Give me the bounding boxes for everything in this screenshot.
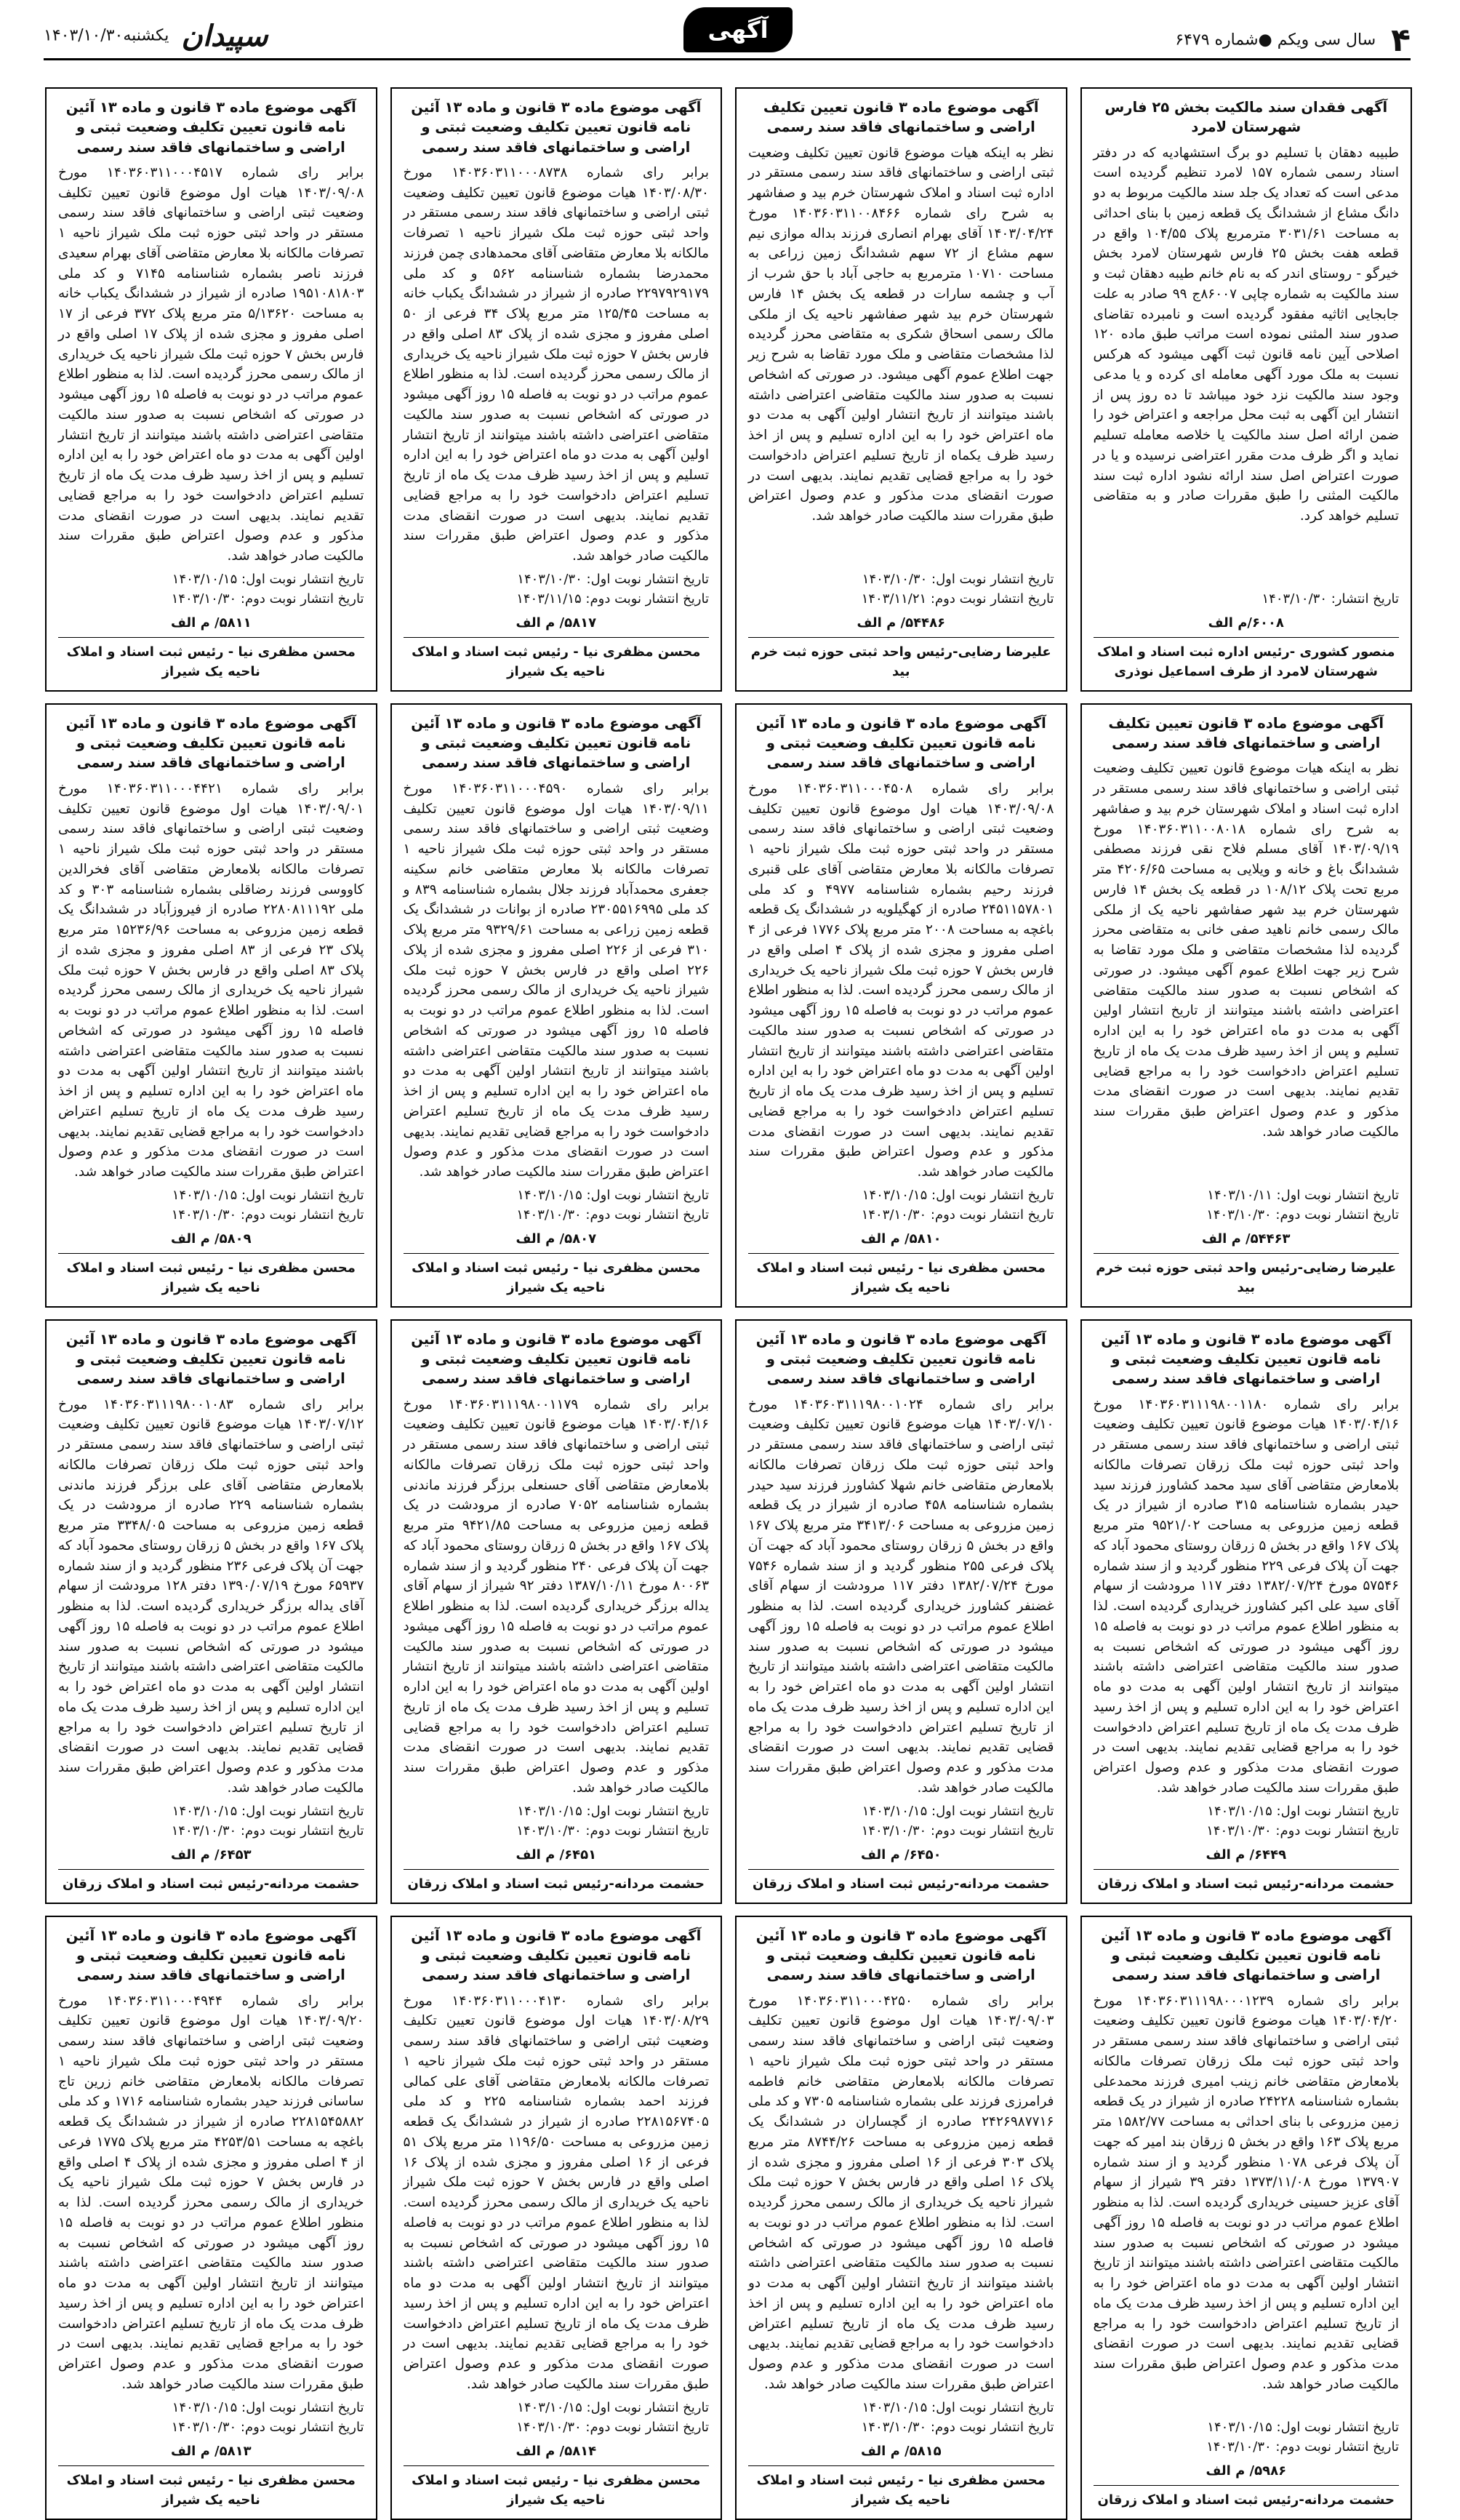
publication-date: تاریخ انتشار نوبت دوم: ۱۴۰۳/۱۰/۳۰	[1206, 1207, 1399, 1223]
ad-notice	[390, 87, 723, 692]
ad-dates	[58, 2398, 364, 2437]
ad-code: ۵۸۱۳/ م الف	[170, 2443, 252, 2459]
page-number: ۴	[1391, 22, 1411, 59]
ad-body: برابر رای شماره ۱۴۰۳۶۰۳۱۱۰۰۰۸۷۳۸ مورخ ۱۴۰۳/۰۸/۳۰ هیات موضوع قانون تعیین تکلیف وضعیت ثبتی اراضی و ساختمانهای فاقد سند رسمی مستقر در واحد ثبتی حوزه ثبت ملک شیراز ناحیه ۱ تصرفات مالکانه بلا معارض متقاضی آقای محمدهادی چمن فرزند محمدرضا بشماره شناسنامه ۵۶۲ و کد ملی ۲۲۹۷۹۲۹۱۷۹ صادره از شیراز در ششدانگ یکباب خانه به مساحت ۱۲۵/۴۵ متر مربع پلاک ۳۴ فرعی از ۵۰ اصلی مفروز و مجزی شده از پلاک ۸۳ اصلی واقع در فارس بخش ۷ حوزه ثبت ملک شیراز ناحیه یک خریداری از مالک رسمی محرز گردیده است. لذا به منظور اطلاع عموم مراتب در دو نوبت به فاصله ۱۵ روز آگهی میشود در صورتی که اشخاص نسبت به صدور سند مالکیت متقاضی اعتراضی داشته باشند میتوانند از تاریخ انتشار اولین آگهی به مدت دو ماه اعتراض خود را به این اداره تسلیم و پس از اخذ رسید ظرف مدت یک ماه از تاریخ تسلیم اعتراض دادخواست خود را به مراجع قضایی تقدیم نمایند. بدیهی است در صورت انقضای مدت مذکور و عدم وصول اعتراض طبق مقررات سند مالکیت صادر خواهد شد.	[403, 164, 709, 564]
ad-code: ۵۴۴۶۳/ م الف	[1201, 1231, 1291, 1247]
ad-dates	[404, 2398, 710, 2437]
ad-notice	[390, 1916, 723, 2520]
ad-signature: حشمت مردانه-رئیس ثبت اسناد و املاک زرقان	[58, 1869, 364, 1894]
ad-title: آگهی موضوع ماده ۳ قانون و ماده ۱۳ آئین نامه قانون تعیین تکلیف وضعیت ثبتی و اراضی و ساختمانهای فاقد سند رسمی	[411, 1330, 702, 1388]
ad-code: ۵۸۰۷/ م الف	[516, 1231, 597, 1247]
ad-signature: محسن مظفری نیا - رئیس ثبت اسناد و املاک ناحیه یک شیراز	[404, 1253, 710, 1297]
ad-title: آگهی موضوع ماده ۳ قانون و ماده ۱۳ آئین نامه قانون تعیین تکلیف وضعیت ثبتی و اراضی و ساختمانهای فاقد سند رسمی	[411, 1927, 702, 1984]
ad-notice	[735, 1916, 1067, 2520]
ad-dates	[58, 569, 364, 609]
ad-notice	[45, 703, 377, 1308]
ad-notice	[1080, 1319, 1413, 1904]
publication-date: تاریخ انتشار نوبت اول: ۱۴۰۳/۱۰/۱۵	[172, 1187, 364, 1203]
ad-signature: حشمت مردانه-رئیس ثبت اسناد و املاک زرقان	[748, 1869, 1054, 1894]
ad-body: برابر رای شماره ۱۴۰۳۶۰۳۱۱۰۰۰۴۵۱۷ مورخ ۱۴۰۳/۰۹/۰۸ هیات اول موضوع قانون تعیین تکلیف وضعیت ثبتی اراضی و ساختمانهای فاقد سند رسمی مستقر در واحد ثبتی حوزه ثبت ملک شیراز ناحیه ۱ تصرفات مالکانه بلا معارض متقاضی آقای بهرام سعیدی فرزند ناصر بشماره شناسنامه ۷۱۴۵ و کد ملی ۱۹۵۱۰۸۱۸۰۳ صادره از شیراز در ششدانگ یکباب خانه به مساحت ۵/۱۳۶۲۰ متر مربع پلاک ۳۷۲ فرعی از ۱۷ اصلی مفروز و مجزی شده از پلاک ۱۷ اصلی واقع در فارس بخش ۷ حوزه ثبت ملک شیراز ناحیه یک خریداری از مالک رسمی محرز گردیده است. لذا به منظور اطلاع عموم مراتب در دو نوبت به فاصله ۱۵ روز آگهی میشود در صورتی که اشخاص نسبت به صدور سند مالکیت متقاضی اعتراضی داشته باشند میتوانند از تاریخ انتشار اولین آگهی به مدت دو ماه اعتراض خود را به این اداره تسلیم و پس از اخذ رسید ظرف مدت یک ماه از تاریخ تسلیم اعتراض دادخواست خود را به مراجع قضایی تقدیم نمایند. بدیهی است در صورت انقضای مدت مذکور و عدم وصول اعتراض طبق مقررات سند مالکیت صادر خواهد شد.	[58, 164, 364, 564]
ad-code: ۵۸۱۰/ م الف	[860, 1231, 942, 1247]
ad-title: آگهی موضوع ماده ۳ قانون و ماده ۱۳ آئین نامه قانون تعیین تکلیف وضعیت ثبتی و اراضی و ساختمانهای فاقد سند رسمی	[1101, 1330, 1392, 1388]
ad-code: ۵۴۴۸۶/ م الف	[857, 615, 946, 631]
page-header	[44, 0, 1411, 67]
ad-code: ۶۴۴۹/ م الف	[1206, 1847, 1287, 1863]
publication-date: تاریخ انتشار نوبت دوم: ۱۴۰۳/۱۰/۳۰	[516, 1823, 709, 1839]
ad-notice	[1080, 87, 1413, 692]
masthead-block	[44, 19, 268, 53]
ad-signature: حشمت مردانه-رئیس ثبت اسناد و املاک زرقان	[1094, 1869, 1400, 1894]
publication-date: تاریخ انتشار نوبت دوم: ۱۴۰۳/۱۰/۳۰	[171, 1207, 364, 1223]
publication-date: تاریخ انتشار نوبت اول: ۱۴۰۳/۱۰/۱۵	[862, 1803, 1054, 1819]
ad-dates	[748, 2398, 1054, 2437]
ad-signature: منصور کشوری -رئیس اداره ثبت اسناد و املاک شهرستان لامرد از طرف اسماعیل نوذری	[1094, 637, 1400, 681]
ad-code: ۵۸۰۹/ م الف	[170, 1231, 252, 1247]
ad-dates	[1094, 2417, 1400, 2457]
ad-signature: محسن مظفری نیا - رئیس ثبت اسناد و املاک ناحیه یک شیراز	[748, 1253, 1054, 1297]
ad-signature: محسن مظفری نیا - رئیس ثبت اسناد و املاک ناحیه یک شیراز	[404, 637, 710, 681]
ad-dates	[748, 1801, 1054, 1841]
ad-body: برابر رای شماره ۱۴۰۳۶۰۳۱۱۰۰۰۴۵۹۰ مورخ ۱۴۰۳/۰۹/۱۱ هیات اول موضوع قانون تعیین تکلیف وضعیت ثبتی اراضی و ساختمانهای فاقد سند رسمی مستقر در واحد ثبتی حوزه ثبت ملک شیراز ناحیه ۱ تصرفات مالکانه بلا معارض متقاضی خانم سکینه جعفری محمدآباد فرزند جلال بشماره شناسنامه ۸۳۹ و کد ملی ۲۳۰۵۵۱۶۹۹۵ صادره از بوانات در ششدانگ یک قطعه زمین زراعی به مساحت ۹۳۲۹/۶۱ متر مربع پلاک ۳۱۰ فرعی از ۲۲۶ اصلی مفروز و مجزی شده از پلاک ۲۲۶ اصلی واقع در فارس بخش ۷ حوزه ثبت ملک شیراز ناحیه یک خریداری از مالک رسمی محرز گردیده است. لذا به منظور اطلاع عموم مراتب در دو نوبت به فاصله ۱۵ روز آگهی میشود در صورتی که اشخاص نسبت به صدور سند مالکیت متقاضی اعتراضی داشته باشند میتوانند از تاریخ انتشار اولین آگهی به مدت دو ماه اعتراض خود را به این اداره تسلیم و پس از اخذ رسید ظرف مدت یک ماه از تاریخ تسلیم اعتراض دادخواست خود را به مراجع قضایی تقدیم نمایند. بدیهی است در صورت انقضای مدت مذکور و عدم وصول اعتراض طبق مقررات سند مالکیت صادر خواهد شد.	[403, 780, 710, 1180]
ad-code: ۶۴۵۰/ م الف	[860, 1847, 942, 1863]
ad-dates	[404, 1801, 710, 1841]
ad-body: برابر رای شماره ۱۴۰۳۶۰۳۱۱۱۹۸۰۰۱۰۸۳ مورخ ۱۴۰۳/۰۷/۱۲ هیات موضوع قانون تعیین تکلیف وضعیت ثبتی اراضی و ساختمانهای فاقد سند رسمی مستقر در واحد ثبتی حوزه ثبت ملک زرقان تصرفات مالکانه بلامعارض متقاضی آقای علی برزگر فرزند ماندنی بشماره شناسنامه ۲۲۹ صادره از مرودشت در یک قطعه زمین مزروعی به مساحت ۳۳۴۸/۰۵ متر مربع پلاک ۱۶۷ واقع در بخش ۵ زرقان روستای محمود آباد که جهت آن پلاک فرعی ۲۳۶ منظور گردید و از سند شماره ۶۵۹۳۷ مورخ ۱۳۹۰/۰۷/۱۹ دفتر ۱۲۸ مرودشت از سهام آقای یداله برزگر خریداری گردیده است. لذا به منظور اطلاع عموم مراتب در دو نوبت به فاصله ۱۵ روز آگهی میشود در صورتی که اشخاص نسبت به صدور سند مالکیت متقاضی اعتراضی داشته باشند میتوانند از تاریخ انتشار اولین آگهی به مدت دو ماه اعتراض خود را به این اداره تسلیم و پس از اخذ رسید ظرف مدت یک ماه از تاریخ تسلیم اعتراض دادخواست خود را به مراجع قضایی تقدیم نمایند. بدیهی است در صورت انقضای مدت مذکور و عدم وصول اعتراض طبق مقررات سند مالکیت صادر خواهد شد.	[58, 1396, 364, 1796]
ad-notice	[1080, 1916, 1413, 2520]
ad-dates	[404, 569, 710, 609]
publication-date: تاریخ انتشار نوبت اول: ۱۴۰۳/۱۰/۱۵	[862, 1187, 1054, 1203]
ad-body: برابر رای شماره ۱۴۰۳۶۰۳۱۱۰۰۰۴۴۲۱ مورخ ۱۴۰۳/۰۹/۰۱ هیات اول موضوع قانون تعیین تکلیف وضعیت ثبتی اراضی و ساختمانهای فاقد سند رسمی مستقر در واحد ثبتی حوزه ثبت ملک شیراز ناحیه ۱ تصرفات مالکانه بلامعارض متقاضی آقای فخرالدین کاووسی فرزند رضاقلی بشماره شناسنامه ۳۰۳ و کد ملی ۲۲۸۰۸۱۱۱۹۲ صادره از فیروزآباد در ششدانگ یک قطعه زمین مزروعی به مساحت ۱۵۲۳۶/۹۶ متر مربع پلاک ۲۳ فرعی از ۸۳ اصلی مفروز و مجزی شده از پلاک ۸۳ اصلی واقع در فارس بخش ۷ حوزه ثبت ملک شیراز ناحیه یک خریداری از مالک رسمی محرز گردیده است. لذا به منظور اطلاع عموم مراتب در دو نوبت به فاصله ۱۵ روز آگهی میشود در صورتی که اشخاص نسبت به صدور سند مالکیت متقاضی اعتراضی داشته باشند میتوانند از تاریخ انتشار اولین آگهی به مدت دو ماه اعتراض خود را به این اداره تسلیم و پس از اخذ رسید ظرف مدت یک ماه از تاریخ تسلیم اعتراض دادخواست خود را به مراجع قضایی تقدیم نمایند. بدیهی است در صورت انقضای مدت مذکور و عدم وصول اعتراض طبق مقررات سند مالکیت صادر خواهد شد.	[58, 780, 364, 1180]
ad-title: آگهی موضوع ماده ۳ قانون و ماده ۱۳ آئین نامه قانون تعیین تکلیف وضعیت ثبتی و اراضی و ساختمانهای فاقد سند رسمی	[65, 714, 356, 772]
publication-date: تاریخ انتشار نوبت اول: ۱۴۰۳/۱۰/۱۵	[172, 2399, 364, 2415]
ad-notice	[45, 1319, 377, 1904]
ad-notice	[735, 703, 1067, 1308]
ad-signature: محسن مظفری نیا - رئیس ثبت اسناد و املاک ناحیه یک شیراز	[58, 637, 364, 681]
ad-title: آگهی موضوع ماده ۳ قانون تعیین تکلیف اراضی و ساختمانهای فاقد سند رسمی	[1108, 714, 1384, 752]
ad-signature: محسن مظفری نیا - رئیس ثبت اسناد و املاک ناحیه یک شیراز	[404, 2465, 710, 2510]
ad-notice	[45, 87, 377, 692]
ad-signature: حشمت مردانه-رئیس ثبت اسناد و املاک زرقان	[1094, 2485, 1400, 2510]
issue-info-block	[1175, 22, 1411, 59]
ad-title: آگهی موضوع ماده ۳ قانون و ماده ۱۳ آئین نامه قانون تعیین تکلیف وضعیت ثبتی و اراضی و ساختمانهای فاقد سند رسمی	[411, 99, 702, 156]
publication-date: تاریخ انتشار نوبت اول: ۱۴۰۳/۱۰/۳۰	[517, 571, 709, 587]
issue-info: سال سی ویکم ●شماره ۶۴۷۹	[1175, 31, 1376, 49]
publication-date: تاریخ انتشار نوبت اول: ۱۴۰۳/۱۰/۱۵	[862, 2399, 1054, 2415]
ad-code: ۶۴۵۱/ م الف	[516, 1847, 597, 1863]
ad-code: ۵۹۸۶/ م الف	[1206, 2463, 1287, 2479]
publication-date: تاریخ انتشار نوبت دوم: ۱۴۰۳/۱۰/۳۰	[516, 2419, 709, 2435]
ad-notice	[45, 1916, 377, 2520]
publication-date: تاریخ انتشار نوبت دوم: ۱۴۰۳/۱۱/۲۱	[861, 591, 1054, 607]
publication-date: تاریخ انتشار نوبت اول: ۱۴۰۳/۱۰/۱۵	[1207, 1803, 1399, 1819]
ad-dates	[1094, 1185, 1400, 1225]
ad-title: آگهی موضوع ماده ۳ قانون و ماده ۱۳ آئین نامه قانون تعیین تکلیف وضعیت ثبتی و اراضی و ساختمانهای فاقد سند رسمی	[65, 99, 356, 156]
ad-code: ۵۸۱۵/ م الف	[860, 2443, 942, 2459]
section-title-badge: آگهی	[683, 7, 793, 52]
ad-notice	[390, 703, 723, 1308]
ad-body: برابر رای شماره ۱۴۰۳۶۰۳۱۱۰۰۰۴۱۳۰ مورخ ۱۴۰۳/۰۸/۲۹ هیات اول موضوع قانون تعیین تکلیف وضعیت ثبتی اراضی و ساختمانهای فاقد سند رسمی مستقر در واحد ثبتی حوزه ثبت ملک شیراز ناحیه ۱ تصرفات مالکانه بلامعارض متقاضی آقای علی کمالی فرزند احمد بشماره شناسنامه ۲۲۵ و کد ملی ۲۲۸۱۵۶۷۴۰۵ صادره از شیراز در ششدانگ یک قطعه زمین مزروعی به مساحت ۱۱۹۶/۵۰ متر مربع پلاک ۵۱ فرعی از ۱۶ اصلی مفروز و مجزی شده از پلاک ۱۶ اصلی واقع در فارس بخش ۷ حوزه ثبت ملک شیراز ناحیه یک خریداری از مالک رسمی محرز گردیده است. لذا به منظور اطلاع عموم مراتب در دو نوبت به فاصله ۱۵ روز آگهی میشود در صورتی که اشخاص نسبت به صدور سند مالکیت متقاضی اعتراضی داشته باشند میتوانند از تاریخ انتشار اولین آگهی به مدت دو ماه اعتراض خود را به این اداره تسلیم و پس از اخذ رسید ظرف مدت یک ماه از تاریخ تسلیم اعتراض دادخواست خود را به مراجع قضایی تقدیم نمایند. بدیهی است در صورت انقضای مدت مذکور و عدم وصول اعتراض طبق مقررات سند مالکیت صادر خواهد شد.	[403, 1993, 710, 2392]
ad-title: آگهی موضوع ماده ۳ قانون و ماده ۱۳ آئین نامه قانون تعیین تکلیف وضعیت ثبتی و اراضی و ساختمانهای فاقد سند رسمی	[411, 714, 702, 772]
ad-body: برابر رای شماره ۱۴۰۳۶۰۳۱۱۱۹۸۰۰۱۱۸۰ مورخ ۱۴۰۳/۰۴/۱۶ هیات موضوع قانون تعیین تکلیف وضعیت ثبتی اراضی و ساختمانهای فاقد سند رسمی مستقر در واحد ثبتی حوزه ثبت ملک زرقان تصرفات مالکانه بلامعارض متقاضی آقای سید محمد کشاورز فرزند سید حیدر بشماره شناسنامه ۳۱۵ صادره از شیراز در یک قطعه زمین مزروعی به مساحت ۹۵۲۱/۰۲ متر مربع پلاک ۱۶۷ واقع در بخش ۵ زرقان روستای محمود آباد که جهت آن پلاک فرعی ۲۲۹ منظور گردید و از سند شماره ۵۷۵۴۶ مورخ ۱۳۸۲/۰۷/۲۴ دفتر ۱۱۷ مرودشت از سهام آقای سید علی اکبر کشاورز خریداری گردیده است. لذا به منظور اطلاع عموم مراتب در دو نوبت به فاصله ۱۵ روز آگهی میشود در صورتی که اشخاص نسبت به صدور سند مالکیت متقاضی اعتراضی داشته باشند میتوانند از تاریخ انتشار اولین آگهی به مدت دو ماه اعتراض خود را به این اداره تسلیم و پس از اخذ رسید ظرف مدت یک ماه از تاریخ تسلیم اعتراض دادخواست خود را به مراجع قضایی تقدیم نمایند. بدیهی است در صورت انقضای مدت مذکور و عدم وصول اعتراض طبق مقررات سند مالکیت صادر خواهد شد.	[1093, 1396, 1400, 1796]
publication-date: تاریخ انتشار نوبت دوم: ۱۴۰۳/۱۰/۳۰	[516, 1207, 709, 1223]
ad-code: ۶۰۰۸/م الف	[1208, 615, 1284, 631]
publication-date: تاریخ انتشار نوبت دوم: ۱۴۰۳/۱۰/۳۰	[861, 1823, 1054, 1839]
publication-date: تاریخ انتشار نوبت اول: ۱۴۰۳/۱۰/۱۵	[517, 1803, 709, 1819]
ad-dates	[748, 569, 1054, 609]
publication-date: تاریخ انتشار نوبت اول: ۱۴۰۳/۱۰/۱۵	[517, 1187, 709, 1203]
publication-date: تاریخ انتشار نوبت اول: ۱۴۰۳/۱۰/۱۵	[1207, 2419, 1399, 2435]
ad-title: آگهی موضوع ماده ۳ قانون و ماده ۱۳ آئین نامه قانون تعیین تکلیف وضعیت ثبتی و اراضی و ساختمانهای فاقد سند رسمی	[755, 1927, 1046, 1984]
ad-title: آگهی فقدان سند مالکیت بخش ۲۵ فارس شهرستان لامرد	[1104, 99, 1388, 136]
ad-dates	[404, 1185, 710, 1225]
ad-code: ۵۸۱۷/ م الف	[516, 615, 597, 631]
newspaper-logo: سپیدان	[181, 19, 268, 53]
ad-dates	[1094, 1801, 1400, 1841]
publication-date: تاریخ انتشار نوبت دوم: ۱۴۰۳/۱۱/۱۵	[516, 591, 709, 607]
publication-date: تاریخ انتشار نوبت دوم: ۱۴۰۳/۱۰/۳۰	[861, 2419, 1054, 2435]
ad-signature: علیرضا رضایی-رئیس واحد ثبتی حوزه ثبت خرم بید	[748, 637, 1054, 681]
ad-dates	[748, 1185, 1054, 1225]
ad-body: برابر رای شماره ۱۴۰۳۶۰۳۱۱۱۹۸۰۰۱۰۲۴ مورخ ۱۴۰۳/۰۷/۱۰ هیات موضوع قانون تعیین تکلیف وضعیت ثبتی اراضی و ساختمانهای فاقد سند رسمی مستقر در واحد ثبتی حوزه ثبت ملک زرقان تصرفات مالکانه بلامعارض متقاضی خانم شهلا کشاورز فرزند سید حیدر بشماره شناسنامه ۴۵۸ صادره از شیراز در یک قطعه زمین مزروعی به مساحت ۳۴۱۳/۰۶ متر مربع پلاک ۱۶۷ واقع در بخش ۵ زرقان روستای محمود آباد که جهت آن پلاک فرعی ۲۵۵ منظور گردید و از سند شماره ۷۵۴۶ مورخ ۱۳۸۲/۰۷/۲۴ دفتر ۱۱۷ مرودشت از سهام آقای غضنفر کشاورز خریداری گردیده است. لذا به منظور اطلاع عموم مراتب در دو نوبت به فاصله ۱۵ روز آگهی میشود در صورتی که اشخاص نسبت به صدور سند مالکیت متقاضی اعتراضی داشته باشند میتوانند از تاریخ انتشار اولین آگهی به مدت دو ماه اعتراض خود را به این اداره تسلیم و پس از اخذ رسید ظرف مدت یک ماه از تاریخ تسلیم اعتراض دادخواست خود را به مراجع قضایی تقدیم نمایند. بدیهی است در صورت انقضای مدت مذکور و عدم وصول اعتراض طبق مقررات سند مالکیت صادر خواهد شد.	[748, 1396, 1054, 1796]
issue-date: یکشنبه۱۴۰۳/۱۰/۳۰	[44, 26, 169, 45]
ad-signature: محسن مظفری نیا - رئیس ثبت اسناد و املاک ناحیه یک شیراز	[58, 2465, 364, 2510]
ad-body: نظر به اینکه هیات موضوع قانون تعیین تکلیف وضعیت ثبتی اراضی و ساختمانهای فاقد سند رسمی مستقر در اداره ثبت اسناد و املاک شهرستان خرم بید و صفاشهر به شرح رای شماره ۱۴۰۳۶۰۳۱۱۰۰۸۰۱۸ مورخ ۱۴۰۳/۰۹/۱۹ آقای مسلم فلاح نقی فرزند مصطفی ششدانگ باغ و خانه و ویلایی به مساحت ۴۲۰۶/۶۵ متر مربع تحت پلاک ۱۰۸/۱۲ در قطعه یک بخش ۱۴ فارس شهرستان خرم بید شهر صفاشهر ناحیه یک از ملکی مالک رسمی خانم ناهید صفی خانی به متقاضی محرز گردیده لذا مشخصات متقاضی و ملک مورد تقاضا به شرح زیر جهت اطلاع عموم آگهی میشود. در صورتی که اشخاص نسبت به صدور سند مالکیت متقاضی اعتراضی داشته باشند میتوانند از تاریخ انتشار اولین آگهی به مدت دو ماه اعتراض خود را به این اداره تسلیم و پس از اخذ رسید ظرف مدت یک ماه از تاریخ تسلیم اعتراض دادخواست خود را به مراجع قضایی تقدیم نمایند. بدیهی است در صورت انقضای مدت مذکور و عدم وصول اعتراض طبق مقررات سند مالکیت صادر خواهد شد.	[1093, 761, 1399, 1140]
ad-title: آگهی موضوع ماده ۳ قانون تعیین تکلیف اراضی و ساختمانهای فاقد سند رسمی	[763, 99, 1039, 136]
publication-date: تاریخ انتشار نوبت دوم: ۱۴۰۳/۱۰/۳۰	[1206, 1823, 1399, 1839]
ad-code: ۶۴۵۳/ م الف	[170, 1847, 252, 1863]
header-divider	[44, 58, 1411, 60]
ad-dates	[58, 1185, 364, 1225]
ad-signature: حشمت مردانه-رئیس ثبت اسناد و املاک زرقان	[404, 1869, 710, 1894]
publication-date: تاریخ انتشار نوبت اول: ۱۴۰۳/۱۰/۱۵	[172, 571, 364, 587]
ad-dates	[58, 1801, 364, 1841]
ad-body: برابر رای شماره ۱۴۰۳۶۰۳۱۱۱۹۸۰۰۰۱۲۳۹ مورخ ۱۴۰۳/۰۴/۲۰ هیات موضوع قانون تعیین تکلیف وضعیت ثبتی اراضی و ساختمانهای فاقد سند رسمی مستقر در واحد ثبتی حوزه ثبت ملک زرقان تصرفات مالکانه بلامعارض متقاضی خانم زینب امیری فرزند محمدعلی بشماره شناسنامه ۲۴۲۲۸ صادره از شیراز در یک قطعه زمین مزروعی با بنای احداثی به مساحت ۱۵۸۲/۷۷ متر مربع پلاک ۱۶۳ واقع در بخش ۵ زرقان بند امیر که جهت آن پلاک فرعی ۱۰۷۸ منظور گردید و از سند شماره ۱۳۷۹۰۷ مورخ ۱۳۷۳/۱۱/۰۸ دفتر ۳۹ شیراز از سهام آقای عزیز حسینی خریداری گردیده است. لذا به منظور اطلاع عموم مراتب در دو نوبت به فاصله ۱۵ روز آگهی میشود در صورتی که اشخاص نسبت به صدور سند مالکیت متقاضی اعتراضی داشته باشند میتوانند از تاریخ انتشار اولین آگهی به مدت دو ماه اعتراض خود را به این اداره تسلیم و پس از اخذ رسید ظرف مدت یک ماه از تاریخ تسلیم اعتراض دادخواست خود را به مراجع قضایی تقدیم نمایند. بدیهی است در صورت انقضای مدت مذکور و عدم وصول اعتراض طبق مقررات سند مالکیت صادر خواهد شد.	[1093, 1993, 1400, 2392]
ad-body: برابر رای شماره ۱۴۰۳۶۰۳۱۱۰۰۰۴۲۵۰ مورخ ۱۴۰۳/۰۹/۰۳ هیات اول موضوع قانون تعیین تکلیف وضعیت ثبتی اراضی و ساختمانهای فاقد سند رسمی مستقر در واحد ثبتی حوزه ثبت ملک شیراز ناحیه ۱ تصرفات مالکانه بلامعارض متقاضی خانم فاطمه فرامرزی فرزند علی بشماره شناسنامه ۷۳۰۵ و کد ملی ۲۴۲۶۹۸۷۷۱۶ صادره از گچساران در ششدانگ یک قطعه زمین مزروعی به مساحت ۸۷۴۴/۲۶ متر مربع پلاک ۳۰۳ فرعی از ۱۶ اصلی مفروز و مجزی شده از پلاک ۱۶ اصلی واقع در فارس بخش ۷ حوزه ثبت ملک شیراز ناحیه یک خریداری از مالک رسمی محرز گردیده است. لذا به منظور اطلاع عموم مراتب در دو نوبت به فاصله ۱۵ روز آگهی میشود در صورتی که اشخاص نسبت به صدور سند مالکیت متقاضی اعتراضی داشته باشند میتوانند از تاریخ انتشار اولین آگهی به مدت دو ماه اعتراض خود را به این اداره تسلیم و پس از اخذ رسید ظرف مدت یک ماه از تاریخ تسلیم اعتراض دادخواست خود را به مراجع قضایی تقدیم نمایند. بدیهی است در صورت انقضای مدت مذکور و عدم وصول اعتراض طبق مقررات سند مالکیت صادر خواهد شد.	[748, 1993, 1054, 2392]
ad-body: طبیبه دهقان با تسلیم دو برگ استشهادیه که در دفتر اسناد رسمی شماره ۱۵۷ لامرد تنظیم گردیده است مدعی است که تعداد یک جلد سند مالکیت مربوط به دو دانگ مشاع از ششدانگ یک قطعه زمین با بنای احداثی به مساحت ۳۰۳۱/۶۱ مترمربع پلاک ۱۰۴/۵۵ واقع در قطعه هفت بخش ۲۵ فارس شهرستان لامرد بخش خیرگو - روستای اندر که به نام خانم طیبه دهقان ثبت و سند مالکیت به شماره چاپی ۸۶۰۰۷ج ۹۹ صادر به علت جابجایی اثاثیه مفقود گردیده است و نامبرده تقاضای صدور سند المثنی نموده است مراتب طبق ماده ۱۲۰ اصلاحی آیین نامه قانون ثبت آگهی میشود که هرکس نسبت به ملک مورد آگهی معامله ای کرده و یا مدعی وجود سند مالکیت نزد خود میباشد تا ده روز پس از انتشار این آگهی به ثبت محل مراجعه و اعتراض خود را ضمن ارائه اصل سند مالکیت یا خلاصه معامله تسلیم نماید و اگر ظرف مدت مقرر اعتراضی نرسیده و یا در صورت اعتراض اصل سند ارائه نشود اداره ثبت سند مالکیت المثنی را طبق مقررات صادر و به متقاضی تسلیم خواهد کرد.	[1093, 145, 1400, 524]
publication-date: تاریخ انتشار نوبت اول: ۱۴۰۳/۱۰/۱۱	[1207, 1187, 1399, 1203]
ad-body: برابر رای شماره ۱۴۰۳۶۰۳۱۱۰۰۰۴۵۰۸ مورخ ۱۴۰۳/۰۹/۰۸ هیات اول موضوع قانون تعیین تکلیف وضعیت ثبتی اراضی و ساختمانهای فاقد سند رسمی مستقر در واحد ثبتی حوزه ثبت ملک شیراز ناحیه ۱ تصرفات مالکانه بلا معارض متقاضی آقای علی قنبری فرزند رحیم بشماره شناسنامه ۴۹۷۷ و کد ملی ۲۴۵۱۱۵۷۸۰۱ صادره از کهگیلویه در ششدانگ یک قطعه باغچه به مساحت ۲۰۰۸ متر مربع پلاک ۱۷۷۶ فرعی از ۴ اصلی مفروز و مجزی شده از پلاک ۴ اصلی واقع در فارس بخش ۷ حوزه ثبت ملک شیراز ناحیه یک خریداری از مالک رسمی محرز گردیده است. لذا به منظور اطلاع عموم مراتب در دو نوبت به فاصله ۱۵ روز آگهی میشود در صورتی که اشخاص نسبت به صدور سند مالکیت متقاضی اعتراضی داشته باشند میتوانند از تاریخ انتشار اولین آگهی به مدت دو ماه اعتراض خود را به این اداره تسلیم و پس از اخذ رسید ظرف مدت یک ماه از تاریخ تسلیم اعتراض دادخواست خود را به مراجع قضایی تقدیم نمایند. بدیهی است در صورت انقضای مدت مذکور و عدم وصول اعتراض طبق مقررات سند مالکیت صادر خواهد شد.	[748, 780, 1054, 1180]
publication-date: تاریخ انتشار نوبت دوم: ۱۴۰۳/۱۰/۳۰	[171, 2419, 364, 2435]
ad-signature: محسن مظفری نیا - رئیس ثبت اسناد و املاک ناحیه یک شیراز	[748, 2465, 1054, 2510]
publication-date: تاریخ انتشار نوبت دوم: ۱۴۰۳/۱۰/۳۰	[861, 1207, 1054, 1223]
ad-signature: علیرضا رضایی-رئیس واحد ثبتی حوزه ثبت خرم بید	[1094, 1253, 1400, 1297]
ad-title: آگهی موضوع ماده ۳ قانون و ماده ۱۳ آئین نامه قانون تعیین تکلیف وضعیت ثبتی و اراضی و ساختمانهای فاقد سند رسمی	[755, 1330, 1046, 1388]
ad-body: نظر به اینکه هیات موضوع قانون تعیین تکلیف وضعیت ثبتی اراضی و ساختمانهای فاقد سند رسمی مستقر در اداره ثبت اسناد و املاک شهرستان خرم بید و صفاشهر به شرح رای شماره ۱۴۰۳۶۰۳۱۱۰۰۸۴۶۶ مورخ ۱۴۰۳/۰۴/۲۴ آقای بهرام انصاری فرزند بداله موازی نیم سهم مشاع از ۷۲ سهم ششدانگ زمین زراعی به مساحت ۱۰۷۱۰ مترمربع به حاجی آباد با حق شرب از آب و چشمه سارات در قطعه یک بخش ۱۴ فارس شهرستان خرم بید شهر صفاشهر ناحیه یک از ملکی مالک رسمی اسحاق شکری به متقاضی محرز گردیده لذا مشخصات متقاضی و ملک مورد تقاضا به شرح زیر جهت اطلاع عموم آگهی میشود. در صورتی که اشخاص نسبت به صدور سند مالکیت متقاضی اعتراضی داشته باشند میتوانند از تاریخ انتشار اولین آگهی به مدت دو ماه اعتراض خود را به این اداره تسلیم و پس از اخذ رسید ظرف یکماه از تاریخ تسلیم اعتراض دادخواست خود را به مراجع قضایی تقدیم نمایند. بدیهی است در صورت انقضای مدت مذکور و عدم وصول اعتراض طبق مقررات سند مالکیت صادر خواهد شد.	[748, 145, 1054, 524]
ad-code: ۵۸۱۱/ م الف	[170, 615, 252, 631]
publication-date: تاریخ انتشار نوبت دوم: ۱۴۰۳/۱۰/۳۰	[171, 1823, 364, 1839]
publication-date: تاریخ انتشار نوبت دوم: ۱۴۰۳/۱۰/۳۰	[171, 591, 364, 607]
publication-date: تاریخ انتشار نوبت اول: ۱۴۰۳/۱۰/۱۵	[172, 1803, 364, 1819]
ad-title: آگهی موضوع ماده ۳ قانون و ماده ۱۳ آئین نامه قانون تعیین تکلیف وضعیت ثبتی و اراضی و ساختمانهای فاقد سند رسمی	[65, 1330, 356, 1388]
ad-signature: محسن مظفری نیا - رئیس ثبت اسناد و املاک ناحیه یک شیراز	[58, 1253, 364, 1297]
ad-dates	[1094, 589, 1400, 609]
ads-grid	[45, 87, 1412, 2508]
publication-date: تاریخ انتشار: ۱۴۰۳/۱۰/۳۰	[1262, 591, 1399, 607]
ad-body: برابر رای شماره ۱۴۰۳۶۰۳۱۱۱۹۸۰۰۱۱۷۹ مورخ ۱۴۰۳/۰۴/۱۶ هیات موضوع قانون تعیین تکلیف وضعیت ثبتی اراضی و ساختمانهای فاقد سند رسمی مستقر در واحد ثبتی حوزه ثبت ملک زرقان تصرفات مالکانه بلامعارض متقاضی آقای حسنعلی برزگر فرزند ماندنی بشماره شناسنامه ۷۰۵۲ صادره از مرودشت در یک قطعه زمین مزروعی به مساحت ۹۴۲۱/۸۵ متر مربع پلاک ۱۶۷ واقع در بخش ۵ زرقان روستای محمود آباد که جهت آن پلاک فرعی ۲۴۰ منظور گردید و از سند شماره ۸۰۰۶۳ مورخ ۱۳۸۷/۱۰/۱۱ دفتر ۹۲ شیراز از سهام آقای یداله برزگر خریداری گردیده است. لذا به منظور اطلاع عموم مراتب در دو نوبت به فاصله ۱۵ روز آگهی میشود در صورتی که اشخاص نسبت به صدور سند مالکیت متقاضی اعتراضی داشته باشند میتوانند از تاریخ انتشار اولین آگهی به مدت دو ماه اعتراض خود را به این اداره تسلیم و پس از اخذ رسید ظرف مدت یک ماه از تاریخ تسلیم اعتراض دادخواست خود را به مراجع قضایی تقدیم نمایند. بدیهی است در صورت انقضای مدت مذکور و عدم وصول اعتراض طبق مقررات سند مالکیت صادر خواهد شد.	[403, 1396, 710, 1796]
publication-date: تاریخ انتشار نوبت دوم: ۱۴۰۳/۱۰/۳۰	[1206, 2439, 1399, 2455]
ad-body: برابر رای شماره ۱۴۰۳۶۰۳۱۱۰۰۰۴۹۴۴ مورخ ۱۴۰۳/۰۹/۲۰ هیات اول موضوع قانون تعیین تکلیف وضعیت ثبتی اراضی و ساختمانهای فاقد سند رسمی مستقر در واحد ثبتی حوزه ثبت ملک شیراز ناحیه ۱ تصرفات مالکانه بلامعارض متقاضی خانم زرین تاج ساسانی فرزند حیدر بشماره شناسنامه ۱۷۱۶ و کد ملی ۲۲۸۱۵۴۵۸۸۲ صادره از شیراز در ششدانگ یک قطعه باغچه به مساحت ۴۲۵۳/۵۱ متر مربع پلاک ۱۷۷۵ فرعی از ۴ اصلی مفروز و مجزی شده از پلاک ۴ اصلی واقع در فارس بخش ۷ حوزه ثبت ملک شیراز ناحیه یک خریداری از مالک رسمی محرز گردیده است. لذا به منظور اطلاع عموم مراتب در دو نوبت به فاصله ۱۵ روز آگهی میشود در صورتی که اشخاص نسبت به صدور سند مالکیت متقاضی اعتراضی داشته باشند میتوانند از تاریخ انتشار اولین آگهی به مدت دو ماه اعتراض خود را به این اداره تسلیم و پس از اخذ رسید ظرف مدت یک ماه از تاریخ تسلیم اعتراض دادخواست خود را به مراجع قضایی تقدیم نمایند. بدیهی است در صورت انقضای مدت مذکور و عدم وصول اعتراض طبق مقررات سند مالکیت صادر خواهد شد.	[58, 1993, 364, 2392]
ad-title: آگهی موضوع ماده ۳ قانون و ماده ۱۳ آئین نامه قانون تعیین تکلیف وضعیت ثبتی و اراضی و ساختمانهای فاقد سند رسمی	[65, 1927, 356, 1984]
ad-notice	[735, 87, 1067, 692]
publication-date: تاریخ انتشار نوبت اول: ۱۴۰۳/۱۰/۱۵	[517, 2399, 709, 2415]
ad-title: آگهی موضوع ماده ۳ قانون و ماده ۱۳ آئین نامه قانون تعیین تکلیف وضعیت ثبتی و اراضی و ساختمانهای فاقد سند رسمی	[1101, 1927, 1392, 1984]
ad-code: ۵۸۱۴/ م الف	[516, 2443, 597, 2459]
ad-notice	[390, 1319, 723, 1904]
ad-title: آگهی موضوع ماده ۳ قانون و ماده ۱۳ آئین نامه قانون تعیین تکلیف وضعیت ثبتی و اراضی و ساختمانهای فاقد سند رسمی	[755, 714, 1046, 772]
publication-date: تاریخ انتشار نوبت اول: ۱۴۰۳/۱۰/۳۰	[862, 571, 1054, 587]
ad-notice	[1080, 703, 1413, 1308]
ad-notice	[735, 1319, 1067, 1904]
